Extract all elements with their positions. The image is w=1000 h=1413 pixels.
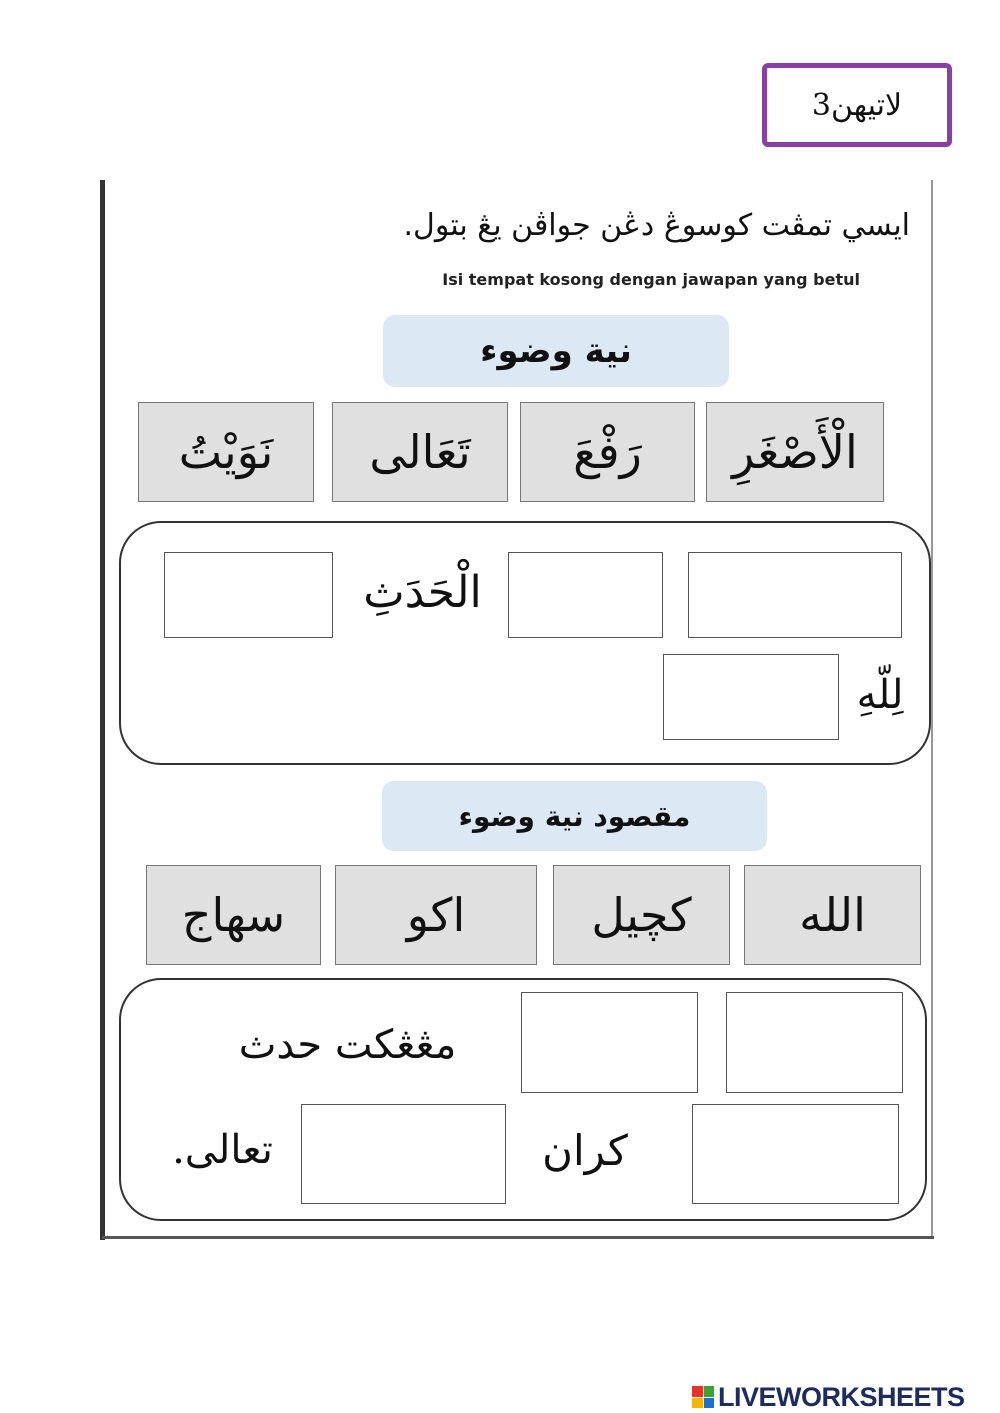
sheet-left-border [100, 180, 105, 1240]
answer-blank[interactable] [301, 1104, 506, 1204]
instruction-jawi: ايسي تمڤت كوسوڠ دڠن جواڤن يڠ بتول. [403, 208, 910, 243]
word-tile[interactable]: نَوَيْتُ [138, 402, 314, 502]
answer-blank[interactable] [692, 1104, 899, 1204]
liveworksheets-logo [692, 1382, 992, 1412]
word-tile[interactable]: تَعَالى [332, 402, 508, 502]
word-tile[interactable]: كچيل [553, 865, 730, 965]
section2-heading: مقصود نية وضوء [382, 781, 767, 851]
answer-blank[interactable] [164, 552, 333, 638]
sheet-bottom-border [102, 1236, 934, 1239]
answer-blank[interactable] [508, 552, 663, 638]
activity-label: لاتيهن3 [762, 63, 952, 147]
phrase-1: مڠڠكت حدث [238, 1022, 457, 1068]
badge-square [704, 1386, 715, 1397]
answer-blank[interactable] [663, 654, 839, 740]
section1-heading: نية وضوء [383, 315, 729, 387]
word-tile[interactable]: رَفْعَ [520, 402, 695, 502]
word-karana: كران [542, 1125, 628, 1175]
badge-square [692, 1398, 703, 1409]
word-tile[interactable]: اكو [335, 865, 537, 965]
answer-blank[interactable] [521, 992, 698, 1093]
word-lillah: لِلّهِ [856, 672, 904, 718]
answer-blank[interactable] [688, 552, 902, 638]
word-tile[interactable]: سهاج [146, 865, 321, 965]
answer-blank[interactable] [726, 992, 903, 1093]
word-hadath: الْحَدَثِ [363, 566, 482, 618]
word-tile[interactable]: الله [744, 865, 921, 965]
badge-square [692, 1386, 703, 1397]
liveworksheets-brand: LIVEWORKSHEETS [718, 1381, 965, 1412]
liveworksheets-badge-icon [692, 1386, 714, 1408]
word-tile[interactable]: الْأَصْغَرِ [706, 402, 884, 502]
instruction-malay: Isi tempat kosong dengan jawapan yang betul [442, 270, 860, 289]
word-taala: تعالى. [172, 1127, 273, 1173]
badge-square [704, 1398, 715, 1409]
sheet-right-border [931, 180, 933, 1238]
